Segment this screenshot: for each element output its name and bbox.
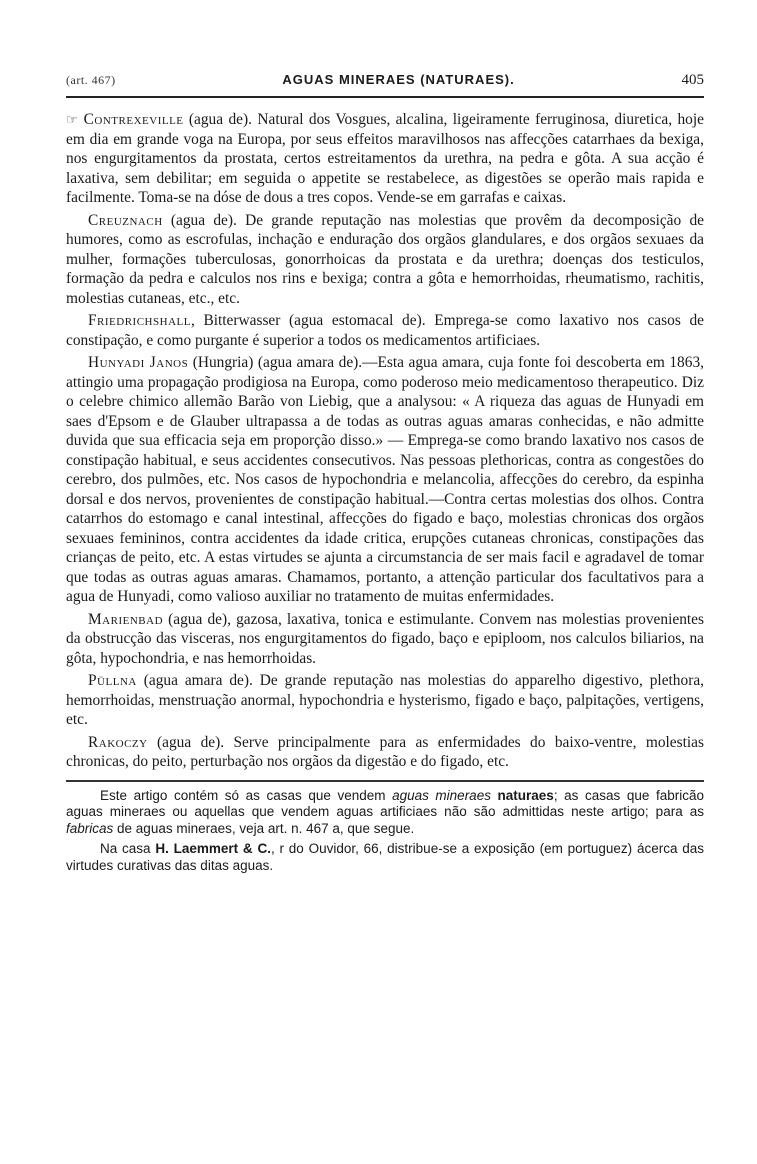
entry-text: (agua de). Natural dos Vosgues, alcalina, ligeiramente ferruginosa, diuretica, hoje em dia em grande voga na Europa, por seus effeitos maravilhosos nas affecções catarrhaes da bexiga, nos engurgitamentos da prostata, certos estreitamentos da urethra, na pedra e gôta. A sua acção é laxativa, sem debilitar; em seguida o appetite se restabelece, as digestões se operão mais rapida e facilmente. Toma-se na dóse de dous a tres copos. Vende-se em garrafas e caixas.: [66, 111, 704, 206]
note-italic: aguas mineraes: [392, 787, 491, 803]
entry-name: Contrexeville: [83, 111, 184, 128]
entry-name: Friedrichshall: [88, 312, 191, 329]
entry-contrexeville: [66, 110, 704, 208]
note-text: Na casa: [100, 841, 156, 856]
entry-text: (agua amara de). De grande reputação nas molestias do apparelho digestivo, plethora, hemorrhoidas, menstruação anormal, hypochondria e hysterismo, figado e baço, palpitações, vertigens, etc.: [66, 672, 704, 728]
note-text: de aguas mineraes, veja art. n. 467 a, que segue.: [113, 820, 415, 836]
page-title: AGUAS MINERAES (NATURAES).: [282, 72, 515, 87]
entry-name: Hunyadi Janos: [88, 354, 189, 371]
entry-text: (Hungria) (agua amara de).—Esta agua amara, cuja fonte foi descoberta em 1863, attingio uma propagação prodigiosa na Europa, como poderoso meio medicamentoso therapeutico. Diz o celebre chimico allemão Barão von Liebig, que a analysou: « A riqueza das aguas de Hunyadi em saes d'Epsom e de Glauber ultrapassa a de todas as outras aguas amaras conhecidas, e não admitte duvida que sua efficacia seja em proporção disso.» — Emprega-se como brando laxativo nos casos de constipação habitual, e seus accidentes consecutivos. Nas pessoas plethoricas, contra as congestões do cerebro, dos pulmões, etc. Nos casos de hypochondria e melancolia, affecções do cerebro, da espinha dorsal e dos nervos, provenientes de constipação habitual.—Contra certas molestias dos olhos. Contra catarrhos do estomago e canal intestinal, affecções do figado e baço, molestias chronicas dos orgãos sexuaes femininos, contra accidentes da idade critica, erupções cutaneas chronicas, constipações das crianças de peito, etc. A estas virtudes se ajunta a circumstancia de ser mais facil e agradavel de tomar que todas as outras aguas amaras. Chamamos, portanto, a attenção particular dos facultativos para a agua de Hunyadi, como valioso auxiliar no tratamento de muitas enfermidades.: [66, 354, 704, 605]
note-bold: naturaes: [490, 787, 554, 803]
entry-text: (agua de). De grande reputação nas molestias que provêm da decomposição de humores, como as escrofulas, inchação e enduração dos orgãos glandulares, e dos orgãos sexuaes da mulher, formações tuberculosas, gonorrhoicas da prostata e da urethra; doenças dos testiculos, formação da pedra e calculos nos rins e bexiga; contra a gôta e hemorrhoidas, rheumatismo, rachitis, molestias cutaneas, etc., etc.: [66, 211, 704, 307]
note-text: , r do Ouvidor, 66, distribue-se a exposição (em portuguez) ácerca das virtudes curativas das ditas aguas.: [66, 841, 705, 873]
entry-pullna: [66, 671, 704, 730]
page-number: 405: [681, 72, 704, 88]
entry-creuznach: [66, 211, 704, 309]
entry-name: Rakoczy: [88, 733, 148, 751]
entry-text: (agua de), gazosa, laxativa, tonica e estimulante. Convem nas molestias provenientes da obstrucção das visceras, nos engurgitamentos do figado, baço e epiploom, nos calculos biliarios, na gôta, hypochondria, e nas hemorrhoidas.: [66, 610, 704, 667]
note-text: ; as casas que fabricão aguas mineraes ou aquellas que vendem aguas artificiaes não são admittidas neste artigo; para as: [66, 787, 704, 819]
footnote-divider: [66, 780, 704, 782]
note-bold: H. Laemmert & C.: [155, 841, 271, 856]
article-reference: (art. 467): [66, 73, 116, 87]
entry-rakoczy: [66, 733, 704, 772]
entry-name: Püllna: [88, 672, 137, 689]
entry-hunyadi-janos: [66, 353, 704, 607]
pointing-hand-icon: ☞: [66, 112, 78, 127]
entry-text: , Bitterwasser (agua estomacal de). Emprega-se como laxativo nos casos de constipação, e como purgante é superior a todos os medicamentos artificiaes.: [66, 312, 704, 349]
footnote-scope: [66, 788, 704, 838]
entry-friedrichshall: [66, 311, 704, 350]
entry-marienbad: [66, 610, 704, 669]
running-header: [66, 72, 704, 98]
entries-list: [66, 110, 704, 772]
footnotes: [66, 788, 704, 875]
entry-text: (agua de). Serve principalmente para as enfermidades do baixo-ventre, molestias chronicas, do peito, perturbação nos orgãos da digestão e do figado, etc.: [66, 733, 704, 770]
document-page: [66, 72, 704, 878]
entry-name: Creuznach: [88, 211, 163, 229]
entry-name: Marienbad: [88, 610, 164, 628]
note-italic: fabricas: [66, 820, 114, 836]
footnote-laemmert: [66, 841, 704, 874]
note-text: Este artigo contém só as casas que vendem: [100, 787, 393, 803]
